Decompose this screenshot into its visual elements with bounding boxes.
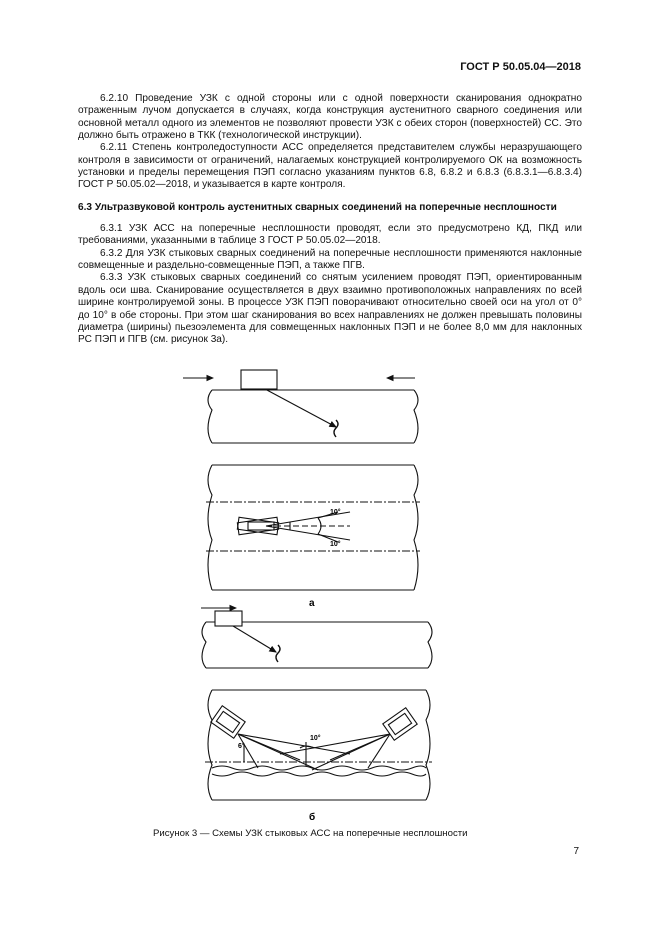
weld-bead-lower — [212, 772, 426, 776]
probe-left-inner — [216, 711, 239, 732]
diagram-a-top-view — [206, 465, 420, 590]
ultrasonic-beam — [233, 626, 276, 652]
plate-break-right — [414, 465, 418, 590]
standard-code: ГОСТ Р 50.05.04—2018 — [460, 61, 581, 73]
plate-break-right — [414, 390, 418, 443]
angle-label-b-small: 6° — [238, 743, 245, 750]
probe-right-inner — [388, 713, 411, 734]
angle-label-top: 10° — [330, 509, 341, 516]
page-number: 7 — [573, 846, 579, 857]
transverse-flaw — [276, 645, 280, 662]
beam-lower — [266, 526, 350, 540]
plate-break-right — [428, 622, 432, 668]
paragraph-6-2-10: 6.2.10 Проведение УЗК с одной стороны или с одной поверхности сканирования однократно отраженным лучом допускается в случаях, когда конструкция аустенитного сварного соединения или основной металл одного из элементов не позволяют провести УЗК с обеих сторон (поверхностей) СС. Это должно быть отражено в ТКК (технологической инструкции). — [78, 93, 582, 142]
diagram-b-side-view — [201, 608, 432, 668]
paragraph-6-3-3: 6.3.3 УЗК стыковых сварных соединений со снятым усилением проводят ПЭП, ориентированным вдоль оси шва. Сканирование осуществляется в двух взаимно противоположных направлениях по всей ширине контролируемой зоны. В процессе УЗК ПЭП поворачивают относительно своей оси на угол от 0° до 10° в обе стороны. При этом шаг сканирования во всех направлениях не должен превышать половины диаметра (ширины) пьезоэлемента для совмещенных наклонных ПЭП и не более 8,0 мм для наклонных РС ПЭП и ПГВ (см. рисунок 3а). — [78, 272, 582, 346]
figure-label-a: а — [309, 598, 315, 609]
ultrasonic-beam — [265, 389, 336, 427]
probe-left — [211, 706, 245, 738]
plate-break-left — [208, 690, 212, 800]
angle-arc — [318, 518, 321, 534]
paragraph-6-2-11: 6.2.11 Степень контроледоступности АСС определяется представителем службы неразрушающего контроля в зависимости от ограничений, налагаемых конструкцией контролируемого ОК на возможность установки и пределы перемещения ПЭП согласно указаниям пунктов 6.8, 6.8.2 и 6.8.3 (6.8.3.1—6.8.3.4) ГОСТ Р 50.05.02—2018, и указывается в карте контроля. — [78, 142, 582, 191]
diagram-a-side-view — [183, 370, 418, 443]
plate-break-left — [202, 622, 206, 668]
angle-label-bottom: 10° — [330, 541, 341, 548]
beam-left-2 — [238, 734, 300, 760]
paragraph-6-3-1: 6.3.1 УЗК АСС на поперечные несплошности проводят, если это предусмотрено КД, ПКД или требованиями, указанными в таблице 3 ГОСТ Р 50.05.02—2018. — [78, 223, 582, 247]
document-body — [78, 93, 582, 347]
section-heading-6-3: 6.3 Ультразвуковой контроль аустенитных сварных соединений на поперечные несплошности — [78, 201, 557, 213]
plate-break-left — [208, 390, 212, 443]
plate-break-left — [208, 465, 212, 590]
probe-rotated-down — [237, 517, 278, 534]
transverse-flaw — [334, 420, 338, 437]
plate-break-right — [426, 690, 430, 800]
transducer-probe — [215, 611, 242, 626]
transducer-probe — [241, 370, 277, 389]
figure-caption: Рисунок 3 — Схемы УЗК стыковых АСС на поперечные несплошности — [153, 828, 468, 839]
figure-3-diagram — [0, 355, 661, 825]
angle-label-b: 10° — [310, 735, 321, 742]
paragraph-6-3-2: 6.3.2 Для УЗК стыковых сварных соединений на поперечные несплошности применяются наклонные совмещенные и раздельно-совмещенные ПЭП, а также ПГВ. — [78, 247, 582, 272]
figure-label-b: б — [309, 812, 316, 823]
